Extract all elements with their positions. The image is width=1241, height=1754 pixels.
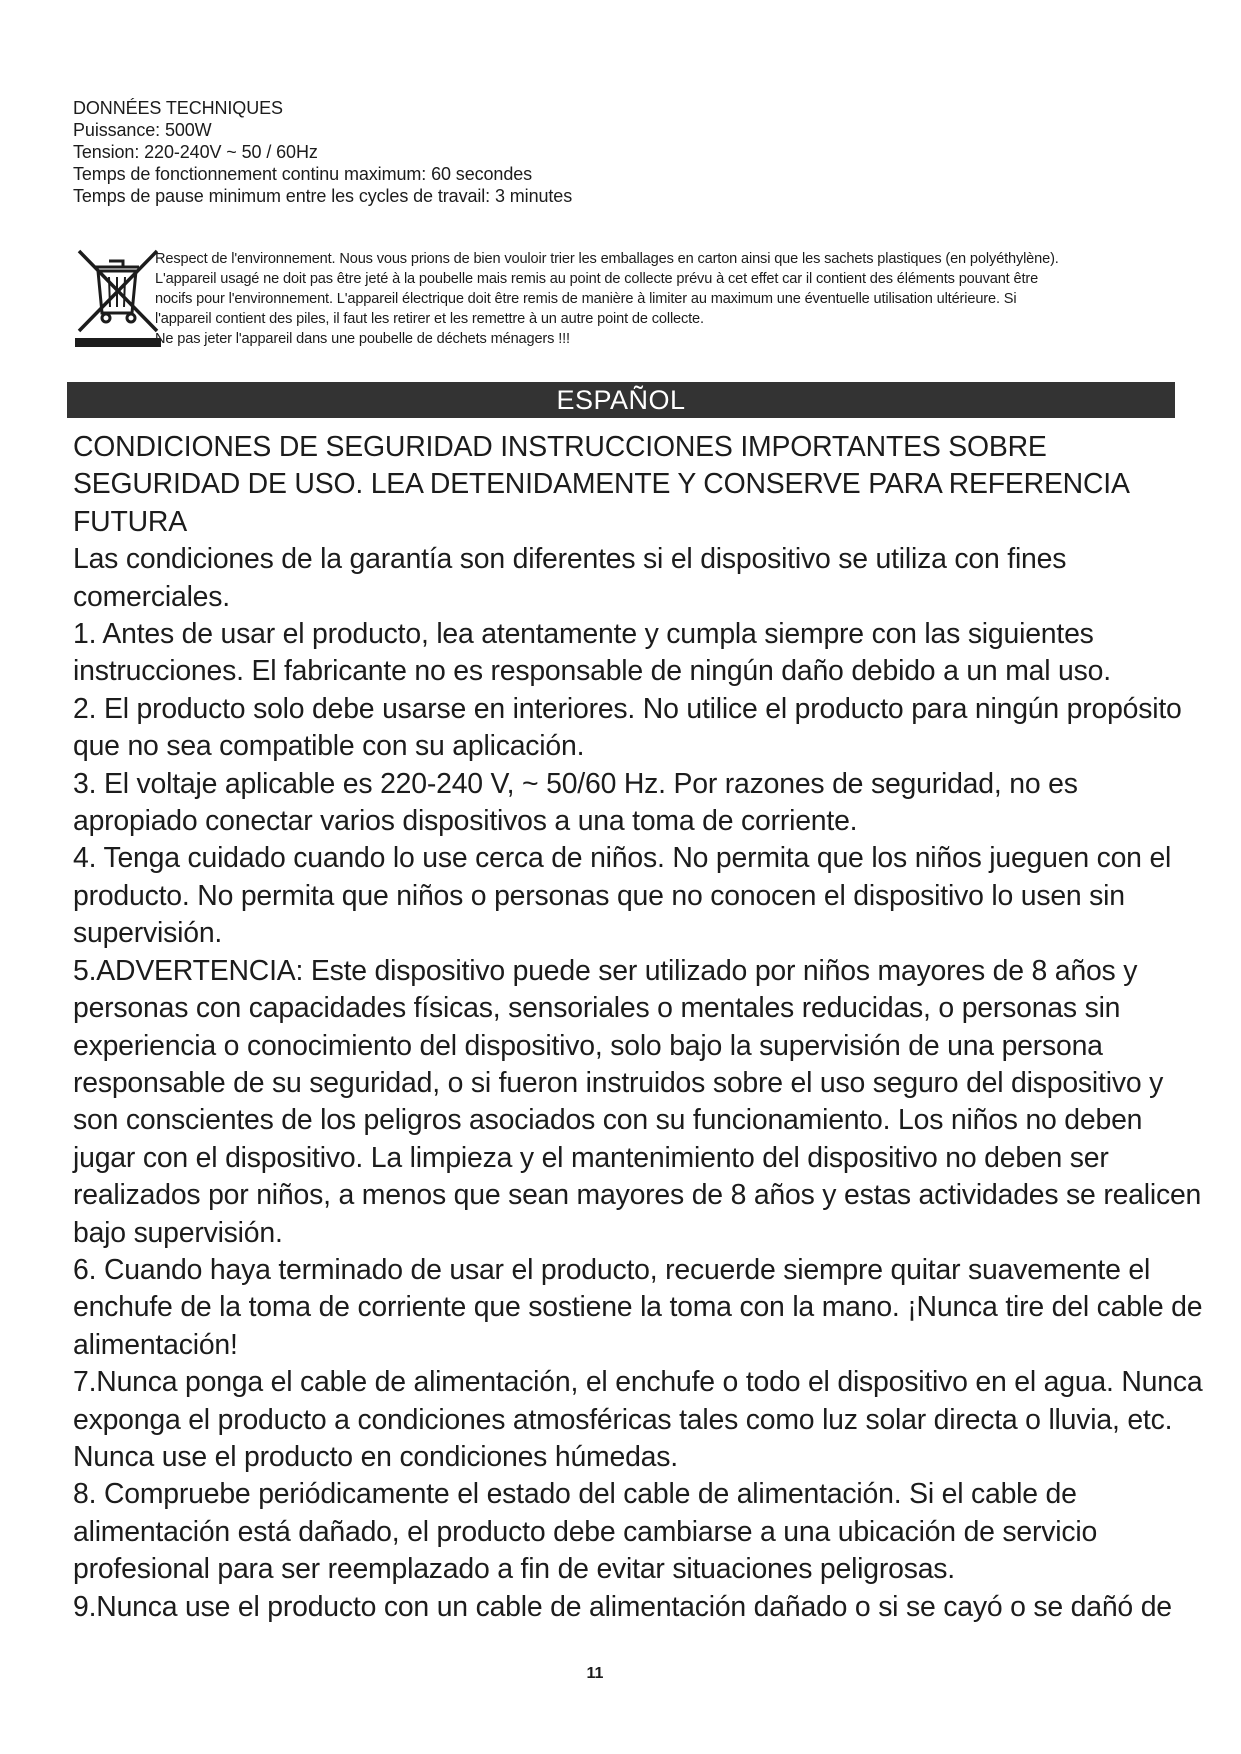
text-line: personas con capacidades físicas, sensoriales o mentales reducidas, o personas sin bbox=[73, 992, 1121, 1025]
text-line: 8. Compruebe periódicamente el estado del cable de alimentación. Si el cable de bbox=[73, 1478, 1077, 1511]
technical-data-block bbox=[73, 97, 1173, 207]
environment-line: Respect de l'environnement. Nous vous prions de bien vouloir trier les emballages en carton ainsi que les sachets plastiques (en polyéthylène). bbox=[155, 251, 1059, 267]
section-header-espanol: ESPAÑOL bbox=[67, 382, 1175, 418]
text-line: experiencia o conocimiento del dispositivo, solo bajo la supervisión de una persona bbox=[73, 1029, 1103, 1062]
environment-line: nocifs pour l'environnement. L'appareil électrique doit être remis de manière à limiter au maximum une éventuelle utilisation ultérieure. Si bbox=[155, 291, 1017, 307]
text-line: realizados por niños, a menos que sean mayores de 8 años y estas actividades se realicen bbox=[73, 1179, 1202, 1212]
page-number: 11 bbox=[586, 1665, 604, 1682]
text-line: 9.Nunca use el producto con un cable de alimentación dañado o si se cayó o se dañó de bbox=[73, 1590, 1172, 1623]
text-line: 4. Tenga cuidado cuando lo use cerca de niños. No permita que los niños jueguen con el bbox=[73, 842, 1172, 875]
text-line: 7.Nunca ponga el cable de alimentación, el enchufe o todo el dispositivo en el agua. Nunca bbox=[73, 1366, 1203, 1399]
text-line: comerciales. bbox=[73, 580, 230, 613]
safety-title-line: SEGURIDAD DE USO. LEA DETENIDAMENTE Y CONSERVE PARA REFERENCIA bbox=[73, 468, 1130, 501]
text-line: supervisión. bbox=[73, 917, 223, 950]
environment-line: l'appareil contient des piles, il faut les retirer et les remettre à un autre point de collecte. bbox=[155, 311, 704, 327]
safety-title-line: CONDICIONES DE SEGURIDAD INSTRUCCIONES IMPORTANTES SOBRE bbox=[73, 431, 1047, 463]
environment-line: L'appareil usagé ne doit pas être jeté à la poubelle mais remis au point de collecte prévu à cet effet car il contient des éléments pouvant être bbox=[155, 271, 1039, 287]
text-line: responsable de su seguridad, o si fueron instruidos sobre el uso seguro del dispositivo y bbox=[73, 1066, 1164, 1099]
technical-line: Puissance: 500W bbox=[73, 120, 212, 140]
technical-heading: DONNÉES TECHNIQUES bbox=[73, 98, 283, 118]
text-line: producto. No permita que niños o personas que no conocen el dispositivo lo usen sin bbox=[73, 879, 1125, 912]
text-line: exponga el producto a condiciones atmosféricas tales como luz solar directa o lluvia, etc. bbox=[73, 1403, 1173, 1436]
text-line: 3. El voltaje aplicable es 220-240 V, ~ 50/60 Hz. Por razones de seguridad, no es bbox=[73, 767, 1078, 800]
text-line: 2. El producto solo debe usarse en interiores. No utilice el producto para ningún propósito bbox=[73, 692, 1182, 725]
text-line: alimentación está dañado, el producto debe cambiarse a una ubicación de servicio bbox=[73, 1515, 1098, 1548]
text-line: 1. Antes de usar el producto, lea atentamente y cumpla siempre con las siguientes bbox=[73, 618, 1094, 651]
environment-line: Ne pas jeter l'appareil dans une poubelle de déchets ménagers !!! bbox=[155, 331, 570, 347]
environment-notice bbox=[155, 249, 1185, 349]
text-line: 6. Cuando haya terminado de usar el producto, recuerde siempre quitar suavemente el bbox=[73, 1253, 1151, 1286]
text-line: alimentación! bbox=[73, 1328, 238, 1361]
text-line: 5.ADVERTENCIA: Este dispositivo puede ser utilizado por niños mayores de 8 años y bbox=[73, 954, 1138, 987]
text-line: que no sea compatible con su aplicación. bbox=[73, 730, 585, 763]
text-line: enchufe de la toma de corriente que sostiene la toma con la mano. ¡Nunca tire del cable de bbox=[73, 1291, 1203, 1324]
text-line: profesional para ser reemplazado a fin de evitar situaciones peligrosas. bbox=[73, 1553, 955, 1586]
text-line: Nunca use el producto en condiciones húmedas. bbox=[73, 1440, 678, 1473]
spanish-safety-text bbox=[73, 429, 1203, 1626]
text-line: bajo supervisión. bbox=[73, 1216, 283, 1249]
text-line: jugar con el dispositivo. La limpieza y el mantenimiento del dispositivo no deben ser bbox=[73, 1141, 1109, 1174]
safety-title-line: FUTURA bbox=[73, 505, 187, 538]
technical-line: Tension: 220-240V ~ 50 / 60Hz bbox=[73, 142, 318, 162]
text-line: apropiado conectar varios dispositivos a una toma de corriente. bbox=[73, 805, 858, 838]
text-line: instrucciones. El fabricante no es responsable de ningún daño debido a un mal uso. bbox=[73, 655, 1111, 688]
technical-line: Temps de fonctionnement continu maximum: 60 secondes bbox=[73, 164, 533, 184]
weee-crossed-bin-icon bbox=[73, 247, 163, 348]
text-line: son conscientes de los peligros asociados con su funcionamiento. Los niños no deben bbox=[73, 1104, 1143, 1137]
text-line: Las condiciones de la garantía son diferentes si el dispositivo se utiliza con fines bbox=[73, 543, 1067, 576]
technical-line: Temps de pause minimum entre les cycles de travail: 3 minutes bbox=[73, 186, 573, 206]
